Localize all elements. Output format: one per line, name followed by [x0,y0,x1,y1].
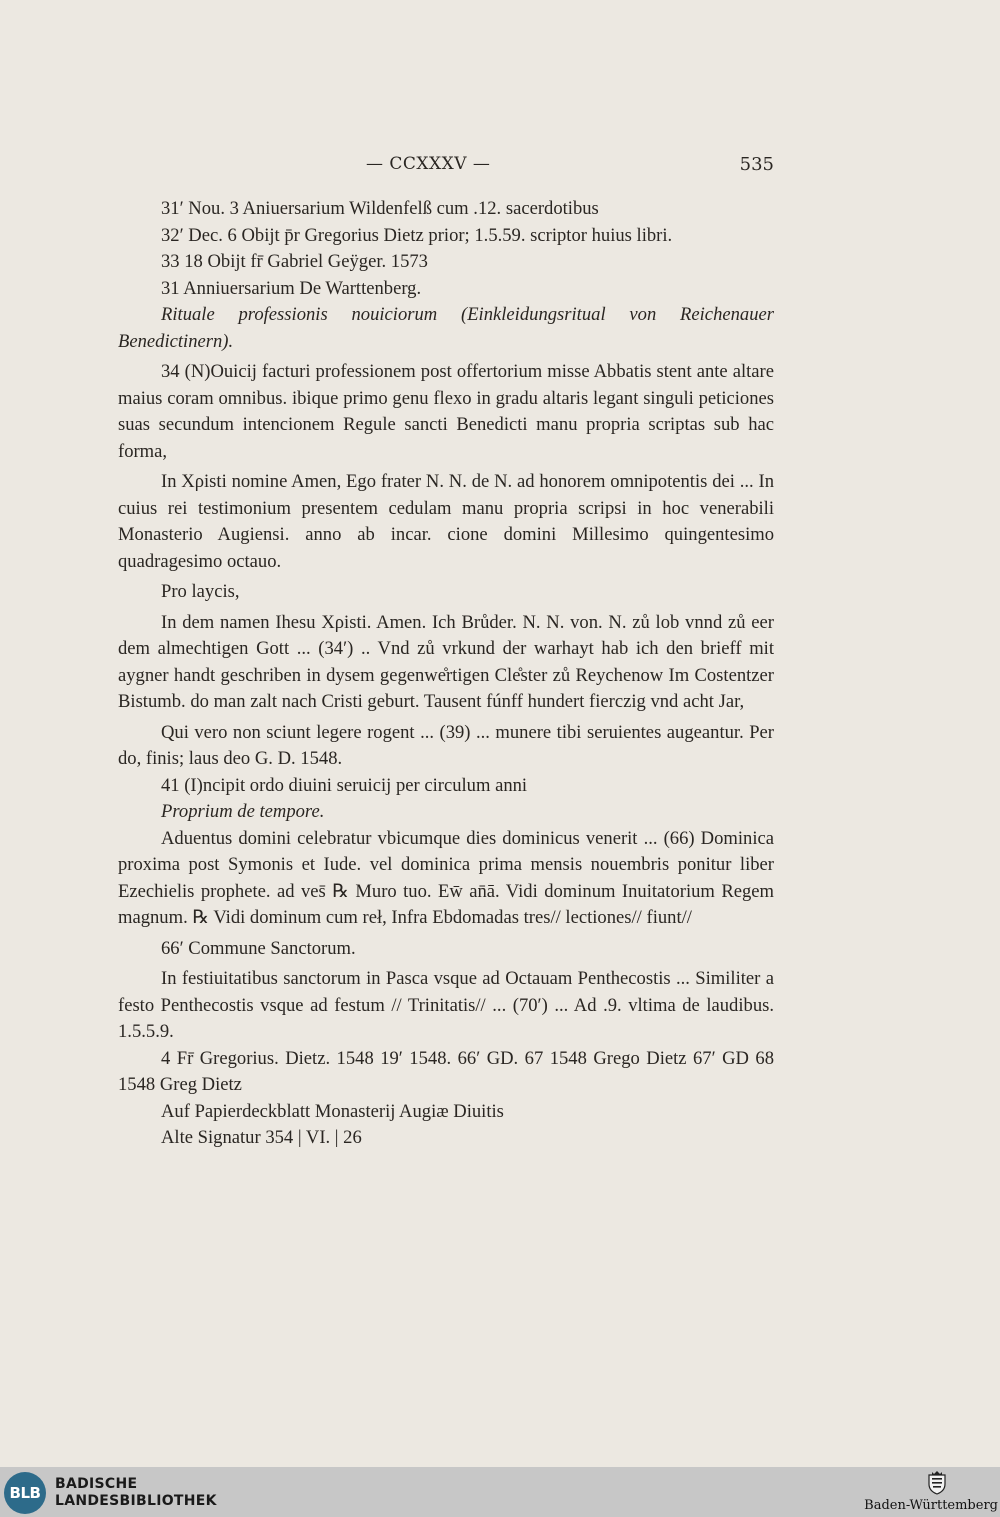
text-paragraph: 34 (N)Ouicij facturi professionem post offertorium misse Abbatis stent ante altare maius coram omnibus. ibique primo genu flexo in gradu altaris legant singuli peticiones suas secundum intencionem Regule sancti Benedicti manu propria scriptas sub hac forma, [118,361,774,462]
text-line: 31 Anniuersarium De Warttenberg. [161,277,422,299]
blb-logo-icon[interactable]: BLB [4,1472,46,1514]
library-name-line1: BADISCHE [55,1476,138,1492]
text-paragraph: Aduentus domini celebratur vbicumque dies dominicus venerit ... (66) Dominica proxima post Symonis et Iude. vel dominica prima mensis nouembris ponitur liber Ezechielis prophete. ad ves̄ ℞ Muro tuo. Ew̄ an̄ā. Vidi dominum Inuitatorium Regem magnum. ℞ Vidi dominum cum reł, Infra Ebdomadas tres// lectiones// fiunt// [118,827,774,928]
page-text [118,196,774,1152]
text-paragraph: Qui vero non sciunt legere rogent ... (39) ... munere tibi seruientes augeantur. Per do, finis; laus deo G. D. 1548. [118,721,774,769]
state-name: Baden-Württemberg [864,1498,998,1513]
subheading: Proprium de tempore. [161,801,325,822]
text-line: 31′ Nou. 3 Aniuersarium Wildenfelß cum .12. sacerdotibus [161,198,599,219]
section-heading: Rituale professionis nouiciorum (Einkleidungsritual von Reichenauer Benedictinern). [118,304,774,352]
text-line: Pro laycis, [161,581,240,602]
page-number: 535 [739,154,774,175]
subheading: 66′ Commune Sanctorum. [161,937,356,959]
coat-of-arms-icon[interactable] [926,1469,948,1495]
text-paragraph: In Xρisti nomine Amen, Ego frater N. N. de N. ad honorem omnipotentis dei ... In cuius rei testimonium presentem cedulam manu propria scripsi in hoc venerabili Monasterio Augiensi. anno ab incar. cione domini Millesimo quingentesimo quadragesimo octauo. [118,471,774,572]
folio-number: — CCXXXV — [366,154,491,174]
text-paragraph: In festiuitatibus sanctorum in Pasca vsque ad Octauam Penthecostis ... Similiter a festo Penthecostis vsque ad festum // Trinitatis// ... (70′) ... Ad .9. vltima de laudibus. 1.5.5.9. [118,968,774,1042]
text-paragraph: In dem namen Ihesu Xρisti. Amen. Ich Brůder. N. N. von. N. zů lob vnnd zů eer dem almechtigen Gott ... (34′) .. Vnd zů vrkund der warhayt hab ich den brieff mit aygner handt geschriben in dysem gegenwe̊rtigen Cle̊ster zů Reychenow Im Costentzer Bistumb. do man zalt nach Cristi geburt. Tausent fúnff hundert fierczig vnd acht Jar, [118,611,774,712]
text-line: Alte Signatur 354 | VI. | 26 [161,1127,362,1148]
text-line: 33 18 Obijt fr̄ Gabriel Geÿger. 1573 [161,251,428,272]
footer-bar [0,1467,1000,1517]
text-line: Auf Papierdeckblatt Monasterij Augiæ Diuitis [161,1100,504,1122]
text-line: 41 (I)ncipit ordo diuini seruicij per circulum anni [161,774,528,796]
text-line: 32′ Dec. 6 Obijt p̄r Gregorius Dietz prior; 1.5.59. scriptor huius libri. [161,224,673,246]
library-name[interactable] [55,1476,217,1510]
library-name-line2: LANDESBIBLIOTHEK [55,1493,217,1509]
text-paragraph: 4 Fr̄ Gregorius. Dietz. 1548 19′ 1548. 66′ GD. 67 1548 Grego Dietz 67′ GD 68 1548 Greg Dietz [118,1047,774,1095]
page-header [118,154,774,182]
